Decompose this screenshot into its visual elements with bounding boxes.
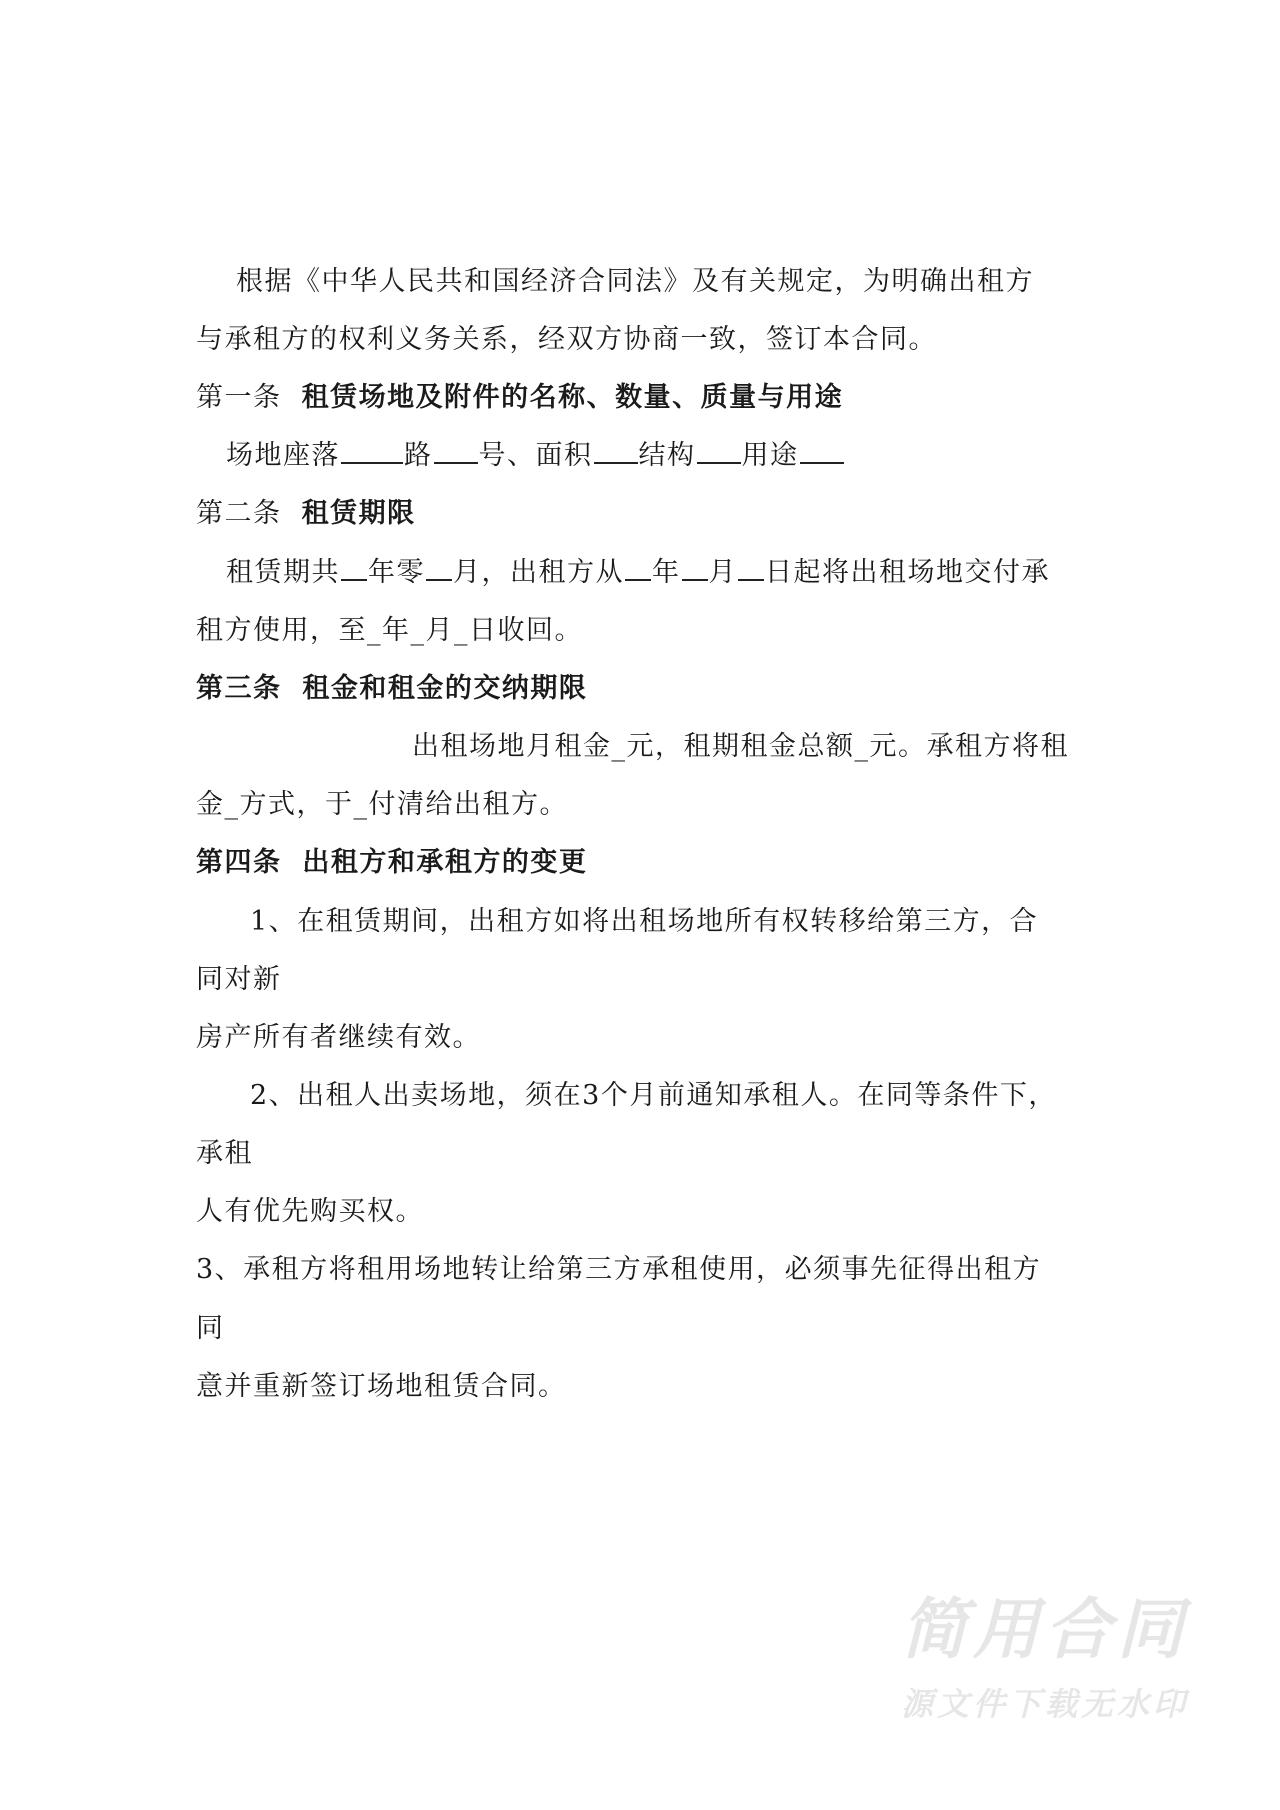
text-from: 月，出租方从 <box>453 557 624 588</box>
clause-2-line-3: 人有优先购买权。 <box>196 1196 424 1227</box>
article-2-heading <box>196 496 416 532</box>
blank-road[interactable] <box>341 438 403 464</box>
text-road: 路 <box>404 440 433 471</box>
clause-3-line-2: 同 <box>196 1313 225 1344</box>
article-1-label: 第一条 <box>196 382 282 413</box>
clause-2-line-1: 2、出租人出卖场地，须在3个月前通知承租人。在同等条件下， <box>250 1080 1057 1111</box>
blank-structure[interactable] <box>697 438 741 464</box>
clause-3-line-1: 3、承租方将租用场地转让给第三方承租使用，必须事先征得出租方 <box>196 1254 1042 1285</box>
article-3-label: 第三条 <box>196 673 282 704</box>
article-1-heading <box>196 380 843 416</box>
blank-area[interactable] <box>594 438 638 464</box>
article-1-body <box>226 438 845 474</box>
article-3-title: 租金和租金的交纳期限 <box>302 673 588 704</box>
blank-start-year[interactable] <box>625 555 651 581</box>
watermark-title: 简用合同 <box>901 1591 1189 1668</box>
text-handover: 日起将出租场地交付承 <box>765 557 1050 588</box>
article-4-label: 第四条 <box>196 847 282 878</box>
clause-2-line-2: 承租 <box>196 1138 253 1169</box>
article-3-heading <box>196 671 587 707</box>
clause-1-line-2: 同对新 <box>196 964 282 995</box>
blank-years[interactable] <box>341 555 367 581</box>
blank-start-day[interactable] <box>738 555 764 581</box>
watermark-subtitle: 源文件下载无水印 <box>900 1685 1189 1723</box>
preamble-line-1: 根据《中华人民共和国经济合同法》及有关规定，为明确出租方 <box>236 266 1034 297</box>
article-2-body-line-2: 租方使用，至_年_月_日收回。 <box>196 615 583 646</box>
text-year: 年 <box>652 557 681 588</box>
clause-3-line-3: 意并重新签订场地租赁合同。 <box>196 1371 567 1402</box>
blank-start-month[interactable] <box>682 555 708 581</box>
article-4-title: 出租方和承租方的变更 <box>302 847 588 878</box>
text-location: 场地座落 <box>226 440 340 471</box>
article-1-title: 租赁场地及附件的名称、数量、质量与用途 <box>301 382 844 413</box>
article-4-heading <box>196 845 587 881</box>
article-2-body-line-1 <box>226 555 1050 591</box>
text-term-total: 租赁期共 <box>226 557 340 588</box>
article-3-body-line-2: 金_方式，于_付清给出租方。 <box>196 789 568 820</box>
text-number-area: 号、面积 <box>478 440 593 471</box>
text-structure: 结构 <box>638 440 696 471</box>
clause-1-line-3: 房产所有者继续有效。 <box>196 1022 481 1053</box>
clause-1-line-1: 1、在租赁期间，出租方如将出租场地所有权转移给第三方，合 <box>250 906 1039 937</box>
preamble-line-2: 与承租方的权利义务关系，经双方协商一致，签订本合同。 <box>196 324 937 355</box>
article-2-title: 租赁期限 <box>301 498 416 529</box>
blank-number[interactable] <box>434 438 478 464</box>
text-years: 年零 <box>368 557 425 588</box>
text-usage: 用途 <box>741 440 799 471</box>
article-3-body-line-1: 出租场地月租金_元，租期租金总额_元。承租方将租 <box>412 731 1069 762</box>
blank-usage[interactable] <box>800 438 844 464</box>
text-month: 月 <box>708 557 737 588</box>
blank-months[interactable] <box>426 555 452 581</box>
article-2-label: 第二条 <box>196 498 282 529</box>
watermark <box>880 1592 1210 1726</box>
